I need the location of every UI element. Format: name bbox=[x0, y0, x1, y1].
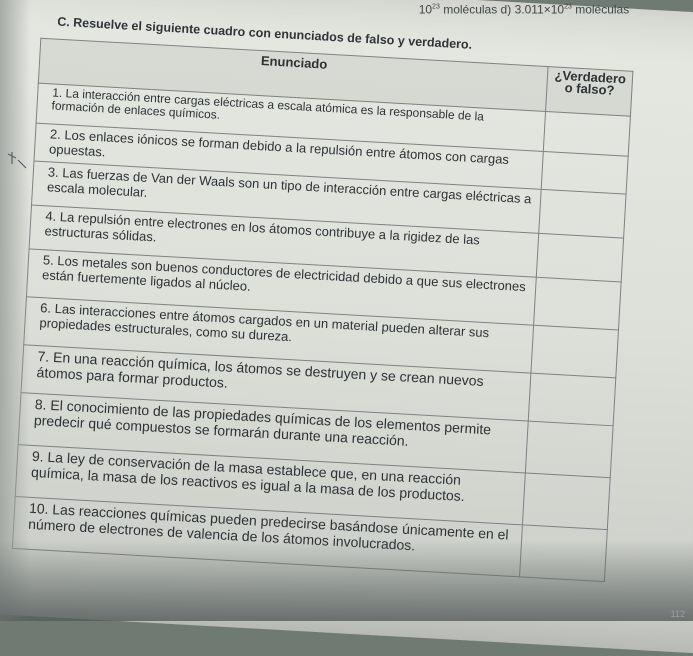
answer-cell[interactable] bbox=[520, 525, 607, 582]
answer-cell[interactable] bbox=[531, 325, 618, 378]
statement-cell: 3. Las fuerzas de Van der Waals son un tipo de interacción entre cargas eléctricas a escala molecular. bbox=[32, 161, 542, 233]
pen-mark-icon bbox=[6, 150, 28, 170]
statement-cell: 1. La interacción entre cargas eléctricas a escala atómica es la responsable de la formación de enlaces químicos. bbox=[36, 83, 546, 151]
answer-cell[interactable] bbox=[526, 421, 613, 478]
header-true-false: ¿Verdadero o falso? bbox=[546, 67, 633, 117]
statement-cell: 8. El conocimiento de las propiedades químicas de los elementos permite predecir qué compuestos se formarán durante una reacción. bbox=[18, 393, 529, 473]
statement-cell: 10. Las reacciones químicas pueden predecirse basándose únicamente en el número de electrones de valencia de los átomos involucrados. bbox=[12, 497, 523, 577]
statement-cell: 4. La repulsión entre electrones en los átomos contribuye a la rigidez de las estructuras sólidas. bbox=[29, 205, 539, 277]
answer-cell[interactable] bbox=[544, 112, 631, 157]
true-false-table bbox=[12, 38, 634, 582]
header-value: 3.011×10 bbox=[515, 3, 565, 17]
header-statement: Enunciado bbox=[38, 38, 548, 111]
instruction-heading: C. Resuelve el siguiente cuadro con enunciados de falso y verdadero. bbox=[57, 15, 473, 52]
header-fragment bbox=[419, 3, 630, 17]
header-text-a: moléculas d) bbox=[443, 3, 511, 17]
statement-cell: 6. Las interacciones entre átomos cargados en un material pueden alterar sus propiedades estructurales, como su dureza. bbox=[24, 297, 534, 373]
statement-cell: 5. Los metales son buenos conductores de electricidad debido a que sus electrones están fuertemente ligados al núcleo. bbox=[26, 249, 536, 325]
answer-cell[interactable] bbox=[529, 373, 616, 426]
answer-cell[interactable] bbox=[523, 473, 610, 530]
answer-cell[interactable] bbox=[542, 151, 629, 194]
statement-cell: 9. La ley de conservación de la masa establece que, en una reacción química, la masa de los reactivos es igual a la masa de los productos. bbox=[15, 445, 526, 525]
header-exponent-a: 23 bbox=[432, 4, 440, 11]
page-number: 112 bbox=[671, 609, 685, 619]
statement-cell: 7. En una reacción química, los átomos se destruyen y se crean nuevos átomos para formar productos. bbox=[21, 345, 531, 421]
header-exponent-b: 23 bbox=[564, 4, 572, 11]
answer-cell[interactable] bbox=[537, 233, 624, 282]
answer-cell[interactable] bbox=[539, 189, 626, 238]
statement-cell: 2. Los enlaces iónicos se forman debido a la repulsión entre átomos con cargas opuestas. bbox=[34, 123, 544, 189]
header-prefix: 10 bbox=[419, 3, 432, 17]
header-text-b: moléculas bbox=[575, 3, 629, 17]
answer-cell[interactable] bbox=[534, 277, 621, 330]
